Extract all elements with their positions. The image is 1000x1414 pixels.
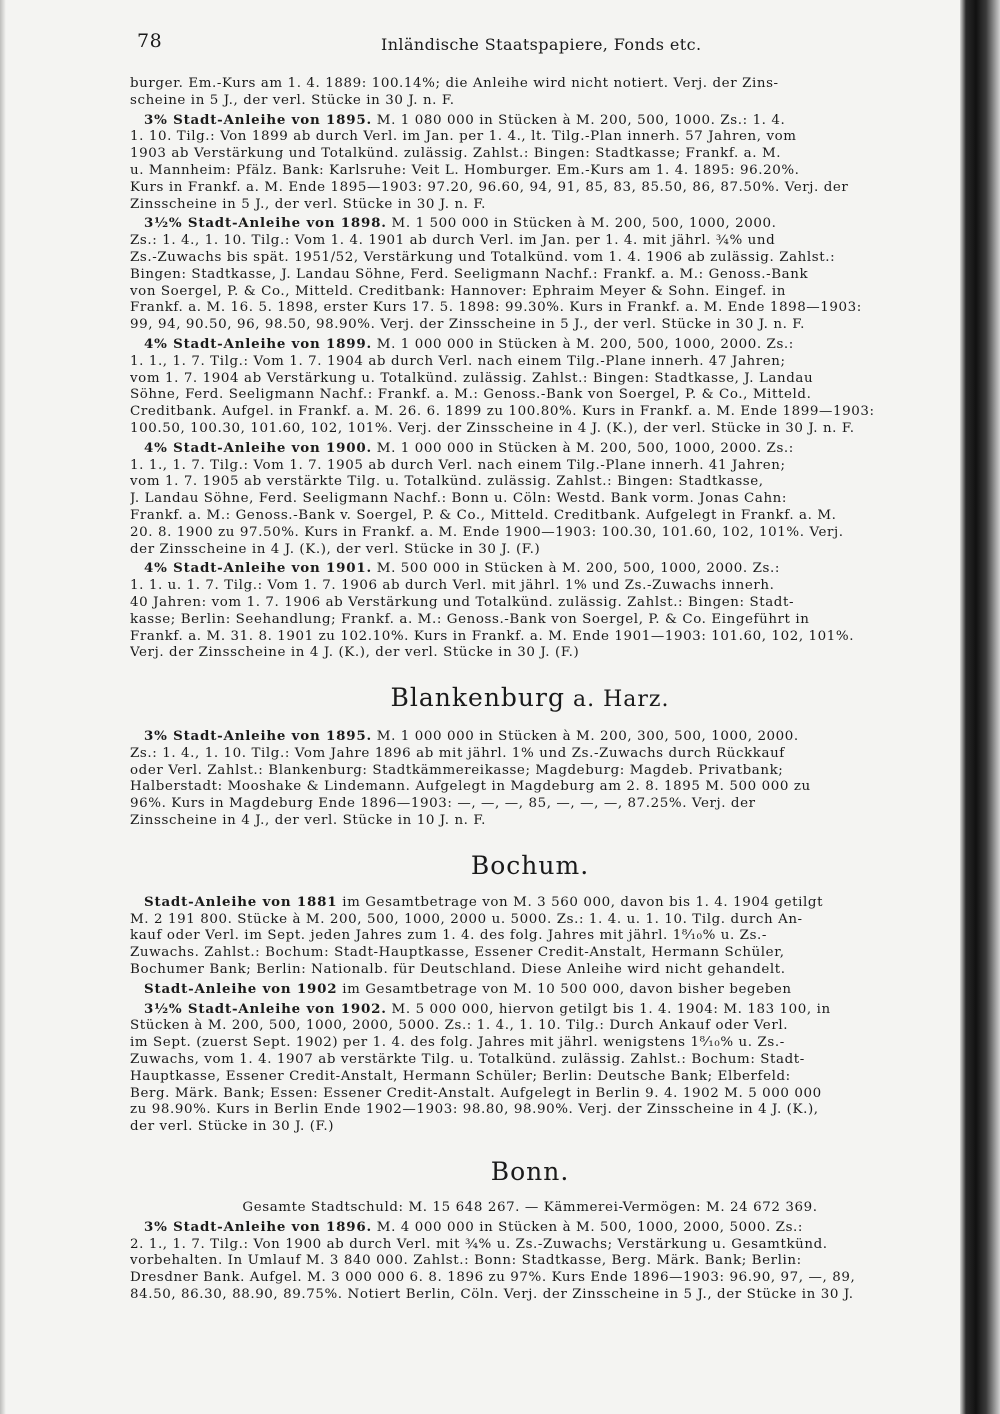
text-line: Bingen: Stadtkasse, J. Landau Söhne, Ferd. Seeligmann Nachf.: Frankf. a. M.: Genoss.-Bank [130, 266, 809, 282]
text-line: 99, 94, 90.50, 96, 98.50, 98.90%. Verj. der Zinsscheine in 5 J., der verl. Stücke in 30 J. n. F. [130, 317, 805, 333]
bond-title: 3% Stadt-Anleihe von 1895. [144, 111, 372, 128]
text-line: Stücken à M. 200, 500, 1000, 2000, 5000. Zs.: 1. 4., 1. 10. Tilg.: Durch Ankauf oder Verl. [130, 1018, 789, 1034]
text-line [130, 1001, 930, 1019]
text-line: Creditbank. Aufgel. in Frankf. a. M. 26. 6. 1899 zu 100.80%. Kurs in Frankf. a. M. Ende 1899—1903: [130, 404, 875, 420]
text-line: Berg. Märk. Bank; Essen: Essener Credit-Anstalt. Aufgelegt in Berlin 9. 4. 1902 M. 5 000 000 [130, 1085, 822, 1101]
city-heading [130, 1158, 930, 1186]
city-heading [130, 684, 930, 714]
page-left-shadow [0, 0, 6, 1414]
text-line: Zuwachs, vom 1. 4. 1907 ab verstärkte Tilg. u. Totalkünd. zulässig. Zahlst.: Bochum: Stadt- [130, 1052, 805, 1068]
text-line: von Soergel, P. & Co., Mitteld. Creditbank: Hannover: Ephraim Meyer & Sohn. Eingef. in [130, 283, 786, 299]
text-line: Zs.: 1. 4., 1. 10. Tilg.: Vom Jahre 1896 ab mit jährl. 1% und Zs.-Zuwachs durch Rückkauf [130, 745, 785, 761]
text-line: 1. 1., 1. 7. Tilg.: Vom 1. 7. 1905 ab durch Verl. nach einem Tilg.-Plane innerh. 41 Jahren; [130, 457, 786, 473]
bond-entry [130, 440, 930, 559]
text-line [130, 560, 930, 578]
text-line [130, 215, 930, 233]
bond-entry [130, 336, 930, 438]
text-line: u. Mannheim: Pfälz. Bank: Karlsruhe: Veit L. Homburger. Em.-Kurs am 1. 4. 1895: 96.20%. [130, 162, 800, 178]
text-line: 1. 1., 1. 7. Tilg.: Vom 1. 7. 1904 ab durch Verl. nach einem Tilg.-Plane innerh. 47 Jahren; [130, 353, 786, 369]
bond-details: M. 1 000 000 in Stücken à M. 200, 500, 1000, 2000. Zs.: [371, 440, 794, 456]
text-line: 1. 10. Tilg.: Von 1899 ab durch Verl. im Jan. per 1. 4., lt. Tilg.-Plan innerh. 57 Jahren, vom [130, 129, 797, 145]
text-line: der Zinsscheine in 4 J. (K.), der verl. Stücke in 30 J. (F.) [130, 541, 541, 557]
bond-details: M. 4 000 000 in Stücken à M. 500, 1000, 2000, 5000. Zs.: [371, 1219, 804, 1235]
text-line: Zinsscheine in 4 J., der verl. Stücke in 10 J. n. F. [130, 813, 487, 829]
bond-entry [130, 1219, 930, 1304]
bond-entry [130, 1001, 930, 1136]
bond-entry [130, 981, 930, 999]
bond-details: im Gesamtbetrage von M. 10 500 000, davon bisher begeben [337, 981, 792, 997]
bond-title: 3% Stadt-Anleihe von 1896. [144, 1218, 372, 1235]
text-line: burger. Em.-Kurs am 1. 4. 1889: 100.14%; die Anleihe wird nicht notiert. Verj. der Zins- [130, 76, 779, 91]
text-line: Frankf. a. M. 31. 8. 1901 zu 102.10%. Kurs in Frankf. a. M. Ende 1901—1903: 101.60, 102, 101%. [130, 628, 855, 644]
text-line: Bochumer Bank; Berlin: Nationalb. für Deutschland. Diese Anleihe wird nicht gehandelt. [130, 962, 786, 978]
text-line: im Sept. (zuerst Sept. 1902) per 1. 4. des folg. Jahres mit jährl. wenigstens 1⁸⁄₁₀% u. Zs.- [130, 1035, 785, 1051]
bond-details: M. 1 000 000 in Stücken à M. 200, 500, 1000, 2000. Zs.: [371, 336, 794, 352]
text-line: vom 1. 7. 1904 ab Verstärkung u. Totalkünd. zulässig. Zahlst.: Bingen: Stadtkasse, J. Landau [130, 370, 814, 386]
bond-details: M. 1 080 000 in Stücken à M. 200, 500, 1000. Zs.: 1. 4. [371, 112, 786, 128]
bond-details: M. 500 000 in Stücken à M. 200, 500, 1000, 2000. Zs.: [371, 561, 780, 577]
text-line: kasse; Berlin: Seehandlung; Frankf. a. M.: Genoss.-Bank von Soergel, P. & Co. Eingeführt in [130, 611, 810, 627]
text-line: M. 2 191 800. Stücke à M. 200, 500, 1000, 2000 u. 5000. Zs.: 1. 4. u. 1. 10. Tilg. durch An- [130, 911, 803, 927]
text-paragraph [130, 1200, 930, 1217]
text-line: Zuwachs. Zahlst.: Bochum: Stadt-Hauptkasse, Essener Credit-Anstalt, Hermann Schüler, [130, 945, 785, 961]
text-line: Halberstadt: Mooshake & Lindemann. Aufgelegt in Magdeburg am 2. 8. 1895 M. 500 000 zu [130, 779, 811, 795]
text-line: oder Verl. Zahlst.: Blankenburg: Stadtkämmereikasse; Magdeburg: Magdeb. Privatbank; [130, 762, 784, 778]
text-line: 40 Jahren: vom 1. 7. 1906 ab Verstärkung und Totalkünd. zulässig. Zahlst.: Bingen: Stadt- [130, 594, 795, 610]
bond-title: Stadt-Anleihe von 1881 [144, 893, 338, 910]
city-name: Blankenburg [390, 683, 565, 713]
text-line [130, 112, 930, 130]
text-line: zu 98.90%. Kurs in Berlin Ende 1902—1903: 98.80, 98.90%. Verj. der Zinsscheine in 4 J. (K.), [130, 1102, 819, 1118]
page-number: 78 [137, 30, 163, 52]
bond-title: 3½% Stadt-Anleihe von 1902. [144, 1000, 387, 1017]
text-line: Frankf. a. M. 16. 5. 1898, erster Kurs 17. 5. 1898: 99.30%. Kurs in Frankf. a. M. Ende 1898—1903: [130, 300, 862, 316]
text-line: Zinsscheine in 5 J., der verl. Stücke in 30 J. n. F. [130, 196, 487, 212]
text-line [130, 440, 930, 458]
text-line: Zs.-Zuwachs bis spät. 1951/52, Verstärkung und Totalkünd. vom 1. 4. 1906 ab zulässig. Zahlst.: [130, 249, 836, 265]
city-heading [130, 852, 930, 880]
bond-title: Stadt-Anleihe von 1902 [144, 980, 338, 997]
text-line: Dresdner Bank. Aufgel. M. 3 000 000 6. 8. 1896 zu 97%. Kurs Ende 1896—1903: 96.90, 97, —, 89, [130, 1270, 856, 1286]
bond-entry [130, 728, 930, 830]
city-suffix: a. Harz. [564, 687, 670, 713]
text-line: 2. 1., 1. 7. Tilg.: Von 1900 ab durch Verl. mit ¾% u. Zs.-Zuwachs; Verstärkung u. Gesamtkünd. [130, 1236, 828, 1252]
page-header [137, 30, 937, 60]
city-name: Bochum. [470, 850, 590, 880]
bond-details: im Gesamtbetrage von M. 3 560 000, davon bis 1. 4. 1904 getilgt [337, 894, 824, 910]
text-line [130, 981, 930, 999]
text-line: 20. 8. 1900 zu 97.50%. Kurs in Frankf. a. M. Ende 1900—1903: 100.30, 101.60, 102, 101%. Verj. [130, 524, 844, 540]
text-paragraph [130, 76, 930, 110]
text-line: Frankf. a. M.: Genoss.-Bank v. Soergel, P. & Co., Mitteld. Creditbank. Aufgelegt in Frankf. a. M. [130, 507, 837, 523]
text-line [130, 336, 930, 354]
text-line [130, 894, 930, 912]
text-line: vorbehalten. In Umlauf M. 3 840 000. Zahlst.: Bonn: Stadtkasse, Berg. Märk. Bank; Berlin: [130, 1253, 802, 1269]
bond-title: 3% Stadt-Anleihe von 1895. [144, 728, 372, 745]
text-line: 100.50, 100.30, 101.60, 102, 101%. Verj. der Zinsscheine in 4 J. (K.), der verl. Stücke in 30 J. n. F. [130, 420, 855, 436]
bond-title: 4% Stadt-Anleihe von 1899. [144, 335, 372, 352]
book-binding-edge [960, 0, 1000, 1414]
bond-entry [130, 894, 930, 979]
text-line: vom 1. 7. 1905 ab verstärkte Tilg. u. Totalkünd. zulässig. Zahlst.: Bingen: Stadtkasse, [130, 474, 764, 490]
text-line: 84.50, 86.30, 88.90, 89.75%. Notiert Berlin, Cöln. Verj. der Zinsscheine in 5 J., der Stücke in 30 J. [130, 1287, 854, 1303]
text-line: Gesamte Stadtschuld: M. 15 648 267. — Kämmerei-Vermögen: M. 24 672 369. [242, 1200, 818, 1216]
bond-title: 4% Stadt-Anleihe von 1900. [144, 439, 372, 456]
text-line: 96%. Kurs in Magdeburg Ende 1896—1903: —, —, —, 85, —, —, —, 87.25%. Verj. der [130, 796, 756, 812]
city-name: Bonn. [490, 1157, 570, 1187]
text-line: J. Landau Söhne, Ferd. Seeligmann Nachf.: Bonn u. Cöln: Westd. Bank vorm. Jonas Cahn: [130, 491, 788, 507]
bond-entry [130, 215, 930, 334]
text-line: scheine in 5 J., der verl. Stücke in 30 J. n. F. [130, 92, 455, 108]
bond-entry [130, 560, 930, 662]
text-line: der verl. Stücke in 30 J. (F.) [130, 1119, 335, 1135]
bond-details: M. 5 000 000, hiervon getilgt bis 1. 4. 1904: M. 183 100, in [386, 1001, 831, 1017]
page-body [130, 76, 930, 1306]
text-line [130, 728, 930, 746]
bond-title: 4% Stadt-Anleihe von 1901. [144, 560, 372, 577]
bond-entry [130, 112, 930, 214]
text-line: Söhne, Ferd. Seeligmann Nachf.: Frankf. a. M.: Genoss.-Bank von Soergel, P. & Co., Mitteld. [130, 387, 812, 403]
text-line: Zs.: 1. 4., 1. 10. Tilg.: Vom 1. 4. 1901 ab durch Verl. im Jan. per 1. 4. mit jährl. ¾% und [130, 233, 776, 249]
text-line: Verj. der Zinsscheine in 4 J. (K.), der verl. Stücke in 30 J. (F.) [130, 645, 580, 661]
text-line: 1903 ab Verstärkung und Totalkünd. zulässig. Zahlst.: Bingen: Stadtkasse; Frankf. a. M. [130, 146, 782, 162]
text-line [130, 1219, 930, 1237]
text-line: kauf oder Verl. im Sept. jeden Jahres zum 1. 4. des folg. Jahres mit jährl. 1⁸⁄₁₀% u. Zs.- [130, 928, 768, 944]
bond-details: M. 1 000 000 in Stücken à M. 200, 300, 500, 1000, 2000. [371, 729, 799, 745]
running-title: Inländische Staatspapiere, Fonds etc. [381, 35, 702, 54]
text-line: Kurs in Frankf. a. M. Ende 1895—1903: 97.20, 96.60, 94, 91, 85, 83, 85.50, 86, 87.50%. Verj. der [130, 179, 849, 195]
bond-details: M. 1 500 000 in Stücken à M. 200, 500, 1000, 2000. [386, 216, 777, 232]
text-line: 1. 1. u. 1. 7. Tilg.: Vom 1. 7. 1906 ab durch Verl. mit jährl. 1% und Zs.-Zuwachs innerh. [130, 578, 775, 594]
text-line: Hauptkasse, Essener Credit-Anstalt, Hermann Schüler; Berlin: Deutsche Bank; Elberfeld: [130, 1068, 791, 1084]
bond-title: 3½% Stadt-Anleihe von 1898. [144, 215, 387, 232]
